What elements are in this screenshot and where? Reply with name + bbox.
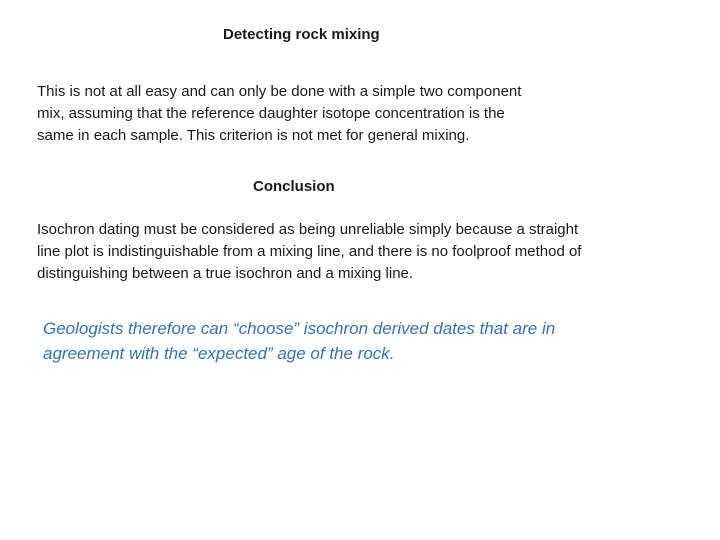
heading-detecting-rock-mixing: Detecting rock mixing <box>223 26 380 43</box>
emphasis-line: Geologists therefore can “choose” isochron derived dates that are in <box>43 319 556 338</box>
emphasis-statement <box>43 316 555 366</box>
paragraph-detecting-rock-mixing <box>37 81 597 147</box>
text-line: This is not at all easy and can only be done with a simple two component <box>37 83 522 100</box>
emphasis-line: agreement with the “expected” age of the rock. <box>43 344 395 363</box>
heading-conclusion: Conclusion <box>253 178 335 195</box>
text-line: same in each sample. This criterion is not met for general mixing. <box>37 127 470 144</box>
text-line: line plot is indistinguishable from a mixing line, and there is no foolproof method of <box>37 243 582 260</box>
paragraph-conclusion <box>37 219 667 285</box>
text-line: distinguishing between a true isochron and a mixing line. <box>37 265 414 282</box>
text-line: mix, assuming that the reference daughter isotope concentration is the <box>37 105 505 122</box>
text-line: Isochron dating must be considered as being unreliable simply because a straight <box>37 221 579 238</box>
